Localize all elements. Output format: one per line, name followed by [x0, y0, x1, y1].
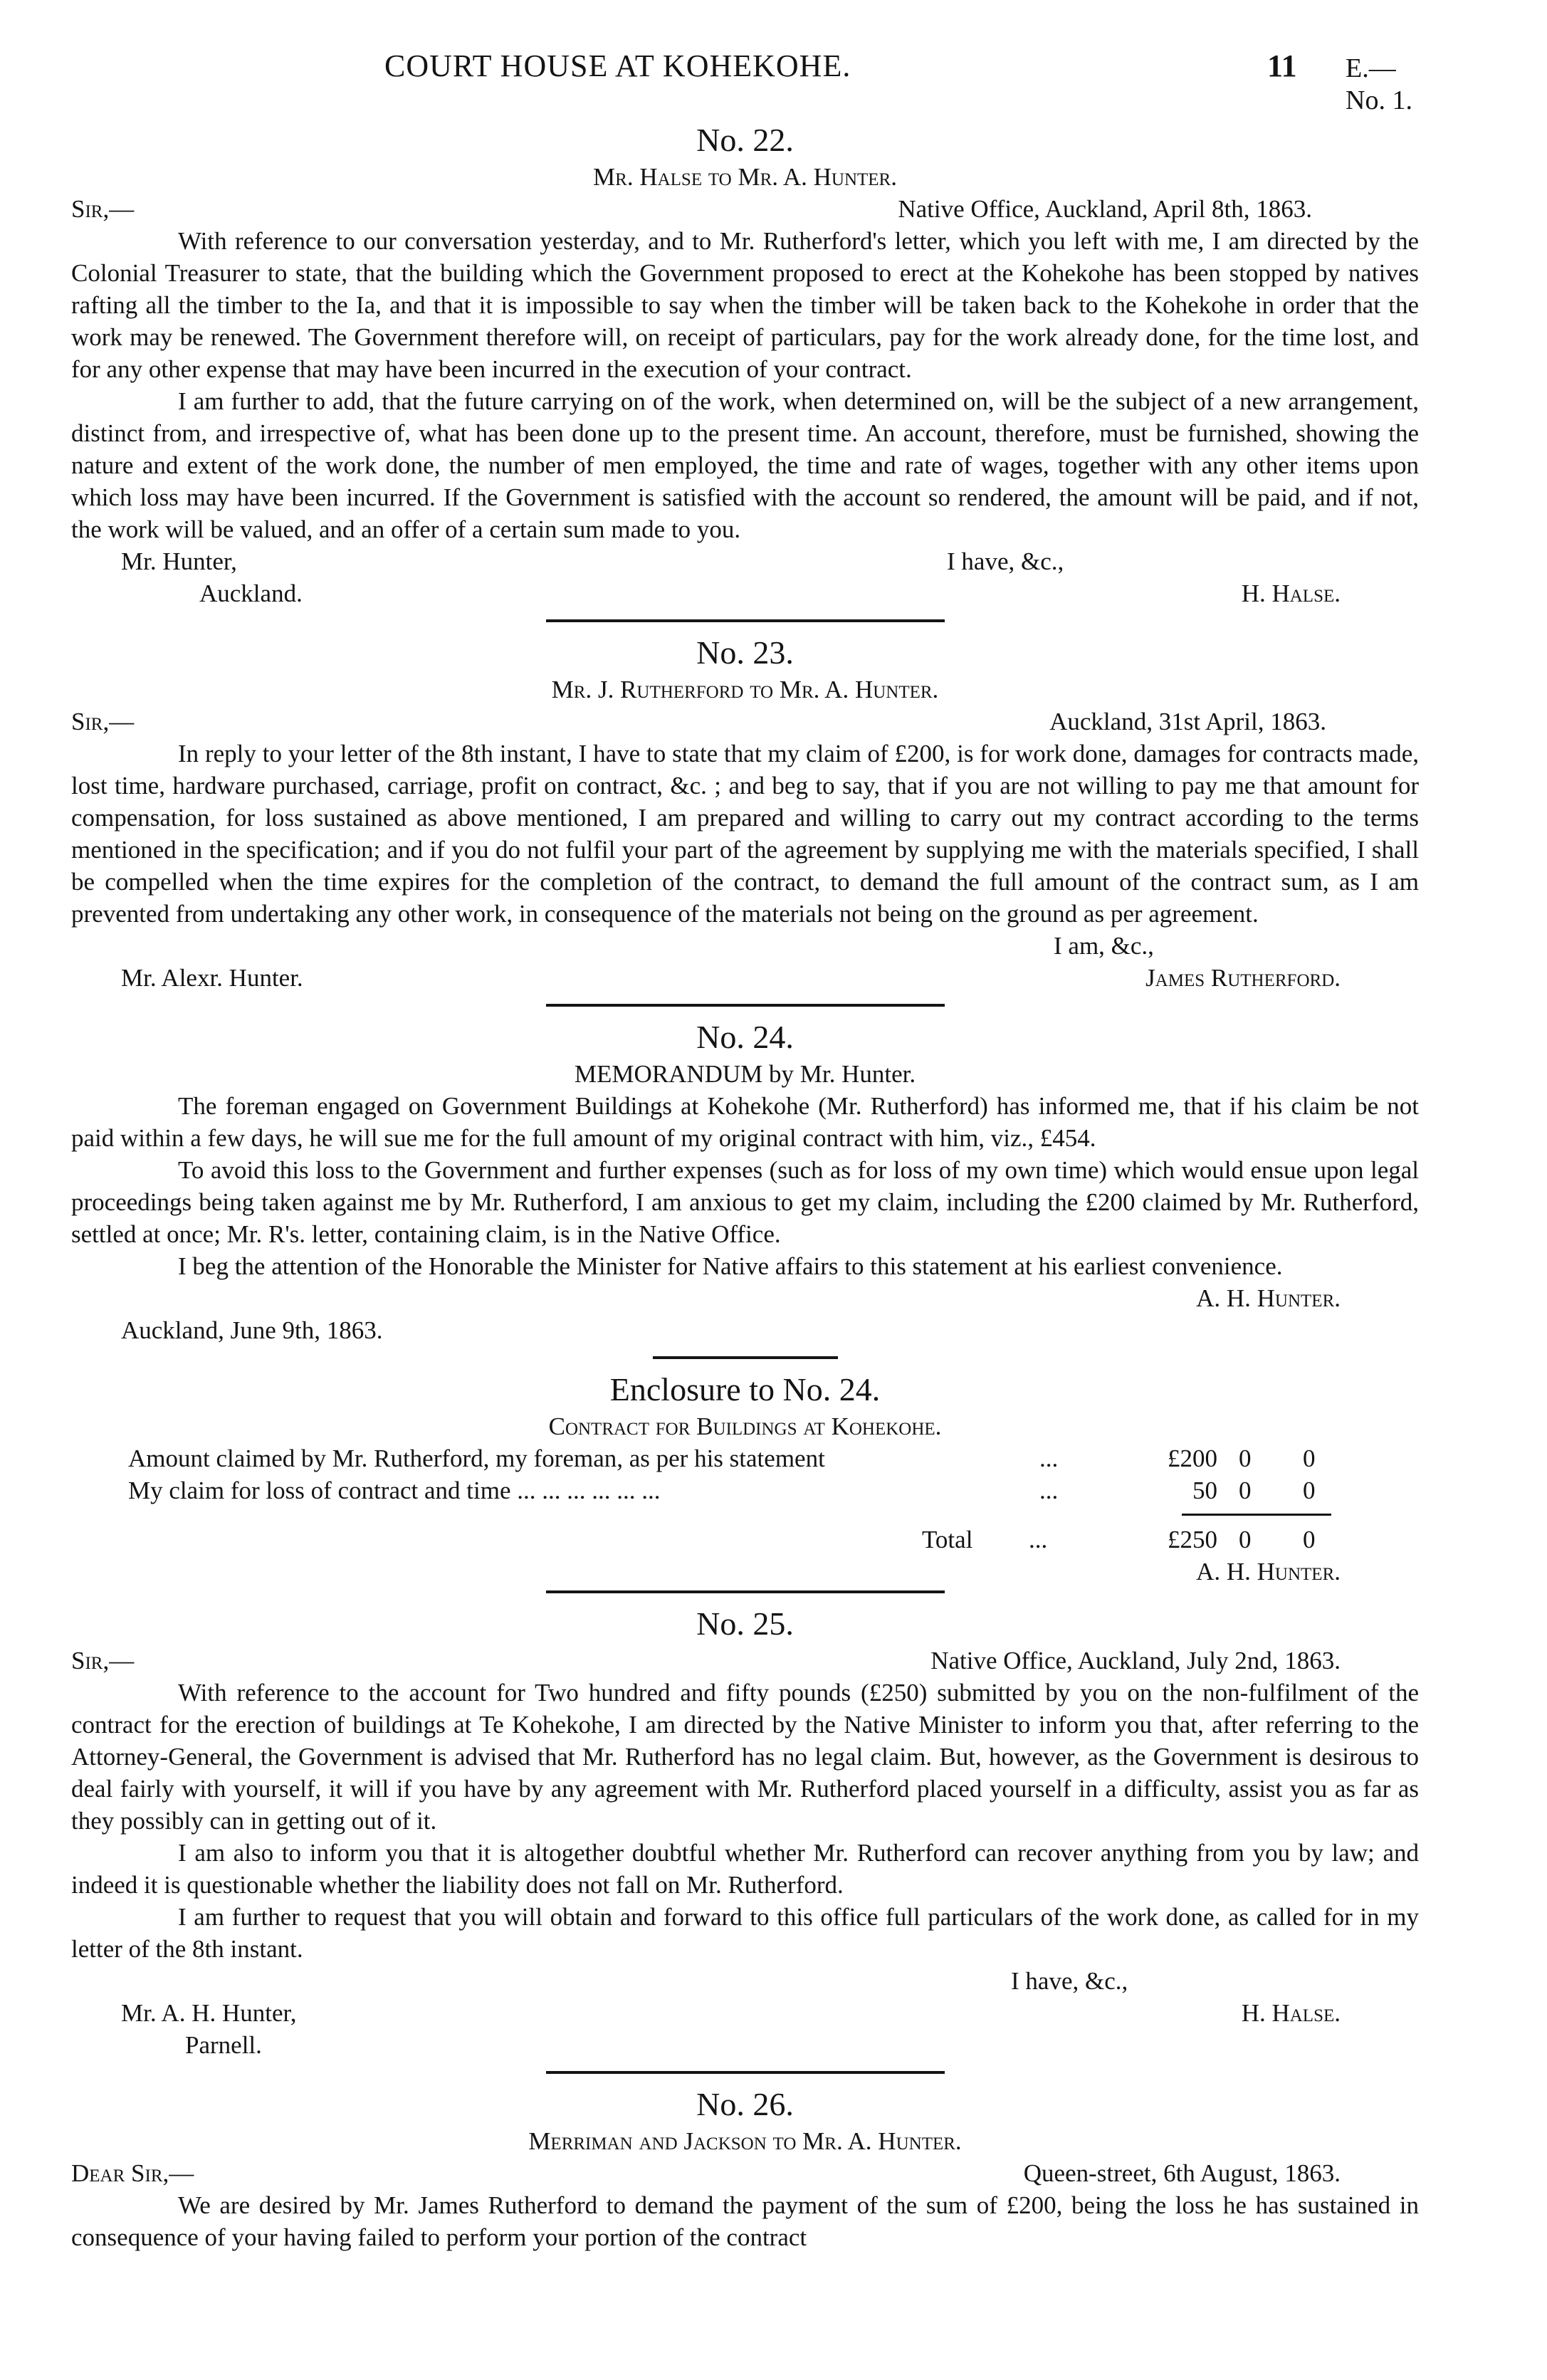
paragraph: We are desired by Mr. James Rutherford to demand the payment of the sum of £200, being the loss he has sustained in consequence of your having failed to perform your portion of the contract [71, 2191, 1419, 2251]
paragraph: With reference to the account for Two hundred and fifty pounds (£250) submitted by you on the non-fulfilment of the contract for the erection of buildings at Te Kohekohe, I am directed by the Native Minister to inform you that, after referring to the Attorney-General, the Government is advised that Mr. Rutherford has no legal claim. But, however, as the Government is desirous to deal fairly with yourself, it will if you have by any agreement with Mr. Rutherford placed yourself in a difficulty, assist you as far as they possibly can in getting out of it. [71, 1679, 1419, 1835]
total-rule [1182, 1514, 1331, 1516]
enclosure-no-24 [71, 1369, 1419, 1588]
place-date: Native Office, Auckland, April 8th, 1863. [898, 195, 1312, 223]
salutation-row [71, 2157, 1419, 2189]
section-divider [546, 619, 945, 622]
addressee: Mr. Alexr. Hunter. [121, 964, 303, 992]
signature: A. H. Hunter. [1196, 1558, 1341, 1585]
leader-dots: ... [1039, 1445, 1059, 1472]
total-shillings: 0 [1239, 1526, 1252, 1553]
paragraph: In reply to your letter of the 8th instant, I have to state that my claim of £200, is for work done, damages for contracts made, lost time, hardware purchased, carriage, profit on contract, &c. ; and beg to say, that if you are not willing to pay me that amount for compensation, for loss sustained as above mentioned, I am prepared and willing to carry out my contract according to the terms mentioned in the specification; and if you do not fulfil your part of the agreement by supplying me with the materials specified, I shall be compelled when the time expires for the completion of the contract, to demand the full amount of the contract sum, as I am prevented from undertaking any other work, in consequence of the materials not being on the ground as per agreement. [71, 740, 1419, 928]
memorandum-title: MEMORANDUM by Mr. Hunter. [574, 1060, 916, 1088]
doc-heading: No. 23. [696, 634, 794, 671]
salutation-row [71, 706, 1419, 738]
paragraph: The foreman engaged on Government Buildings at Kohekohe (Mr. Rutherford) has informed me, that if his claim be not paid within a few days, he will sue me for the full amount of my original contract with him, viz., £454. [71, 1092, 1419, 1152]
from-to-line: Mr. J. Rutherford to Mr. A. Hunter. [551, 676, 939, 703]
place-date: Auckland, June 9th, 1863. [121, 1316, 383, 1344]
account-description: Amount claimed by Mr. Rutherford, my foreman, as per his statement [128, 1445, 825, 1472]
enclosure-subheading: Contract for Buildings at Kohekohe. [548, 1412, 942, 1440]
closing: I have, &c., [947, 547, 1064, 575]
total-pence: 0 [1303, 1526, 1316, 1553]
running-title: COURT HOUSE AT KOHEKOHE. [384, 48, 851, 83]
page-number: 11 [1267, 48, 1297, 83]
total-rule-row [71, 1506, 1419, 1524]
closing: I am, &c., [1054, 932, 1154, 960]
section-divider [546, 1590, 945, 1593]
leader-dots: ... [1039, 1477, 1059, 1504]
account-description: My claim for loss of contract and time ... ... ... ... ... ... [128, 1477, 661, 1504]
signature: James Rutherford. [1145, 964, 1341, 992]
closing-row [71, 1965, 1419, 1997]
signature-row [71, 962, 1419, 994]
section-divider [546, 2071, 945, 2074]
section-divider [653, 1356, 838, 1359]
total-row [71, 1524, 1419, 1556]
signature-row [71, 1556, 1419, 1588]
place-date: Native Office, Auckland, July 2nd, 1863. [930, 1647, 1341, 1674]
section-divider [546, 1004, 945, 1007]
signature-row [71, 1282, 1419, 1314]
page-header [71, 50, 1419, 114]
place-date: Auckland, 31st April, 1863. [1049, 708, 1326, 735]
enclosure-heading: Enclosure to No. 24. [609, 1371, 881, 1407]
salutation: Sir,— [71, 1647, 135, 1674]
signature: A. H. Hunter. [1196, 1284, 1341, 1312]
paragraph: I beg the attention of the Honorable the Minister for Native affairs to this statement at his earliest convenience. [178, 1252, 1283, 1280]
paragraph: I am further to add, that the future carrying on of the work, when determined on, will be the subject of a new arrangement, distinct from, and irrespective of, what has been done up to the present time. An account, therefore, must be furnished, showing the nature and extent of the work done, the number of men employed, the time and rate of wages, together with any other items upon which loss may have been incurred. If the Government is satisfied with the account so rendered, the amount will be paid, and if not, the work will be valued, and an offer of a certain sum made to you. [71, 387, 1419, 543]
addressee-place: Auckland. [199, 580, 303, 607]
closing-row [71, 545, 1419, 577]
doc-heading: No. 25. [696, 1605, 794, 1642]
paragraph: I am also to inform you that it is altogether doubtful whether Mr. Rutherford can recover anything from you by law; and indeed it is questionable whether the liability does not fall on Mr. Rutherford. [71, 1839, 1419, 1899]
amount-pence: 0 [1303, 1445, 1316, 1472]
doc-heading: No. 24. [696, 1019, 794, 1055]
salutation: Sir,— [71, 195, 135, 223]
total-pounds: £250 [1168, 1526, 1217, 1553]
addressee: Mr. Hunter, [121, 547, 237, 575]
closing: I have, &c., [1011, 1967, 1128, 1995]
paragraph: With reference to our conversation yesterday, and to Mr. Rutherford's letter, which you left with me, I am directed by the Colonial Treasurer to state, that the building which the Government proposed to erect at the Kohekohe has been stopped by natives rafting all the timber to the Ia, and that it is impossible to say when the timber will be taken back to the Kohekohe in order that the work may be renewed. The Government therefore will, on receipt of particulars, pay for the work already done, for the time lost, and for any other expense that may have been incurred in the execution of your contract. [71, 227, 1419, 383]
salutation: Dear Sir,— [71, 2159, 194, 2187]
letter-no-22 [71, 120, 1419, 609]
salutation: Sir,— [71, 708, 135, 735]
from-to-line: Merriman and Jackson to Mr. A. Hunter. [528, 2127, 962, 2155]
doc-heading: No. 22. [696, 122, 794, 158]
salutation-row [71, 193, 1419, 225]
doc-heading: No. 26. [696, 2086, 794, 2122]
letter-no-23 [71, 632, 1419, 994]
leader-dots: ... [1029, 1526, 1048, 1553]
account-row [71, 1442, 1419, 1474]
signature-row [71, 577, 1419, 609]
letter-no-25 [71, 1603, 1419, 2061]
amount-pence: 0 [1303, 1477, 1316, 1504]
place-date: Queen-street, 6th August, 1863. [1023, 2159, 1341, 2187]
memorandum-no-24 [71, 1017, 1419, 1346]
paragraph: To avoid this loss to the Government and further expenses (such as for loss of my own time) which would ensue upon legal proceedings being taken against me by Mr. Rutherford, I am anxious to get my claim, including the £200 claimed by Mr. Rutherford, settled at once; Mr. R's. letter, containing claim, is in the Native Office. [71, 1156, 1419, 1248]
amount-pounds: 50 [1192, 1477, 1217, 1504]
amount-pounds: £200 [1168, 1445, 1217, 1472]
signature-row [71, 1997, 1419, 2029]
signature: H. Halse. [1241, 1999, 1341, 2027]
account-row [71, 1474, 1419, 1506]
session-reference: E.—No. 1. [1346, 53, 1412, 115]
total-label: Total [922, 1526, 973, 1553]
closing-row [71, 930, 1419, 962]
addressee-place: Parnell. [185, 2031, 262, 2059]
amount-shillings: 0 [1239, 1445, 1252, 1472]
from-to-line: Mr. Halse to Mr. A. Hunter. [593, 163, 897, 191]
paragraph: I am further to request that you will obtain and forward to this office full particulars of the work done, as called for in my letter of the 8th instant. [71, 1903, 1419, 1963]
amount-shillings: 0 [1239, 1477, 1252, 1504]
signature: H. Halse. [1241, 580, 1341, 607]
addressee: Mr. A. H. Hunter, [121, 1999, 297, 2027]
letter-no-26 [71, 2084, 1419, 2253]
salutation-row [71, 1645, 1419, 1677]
